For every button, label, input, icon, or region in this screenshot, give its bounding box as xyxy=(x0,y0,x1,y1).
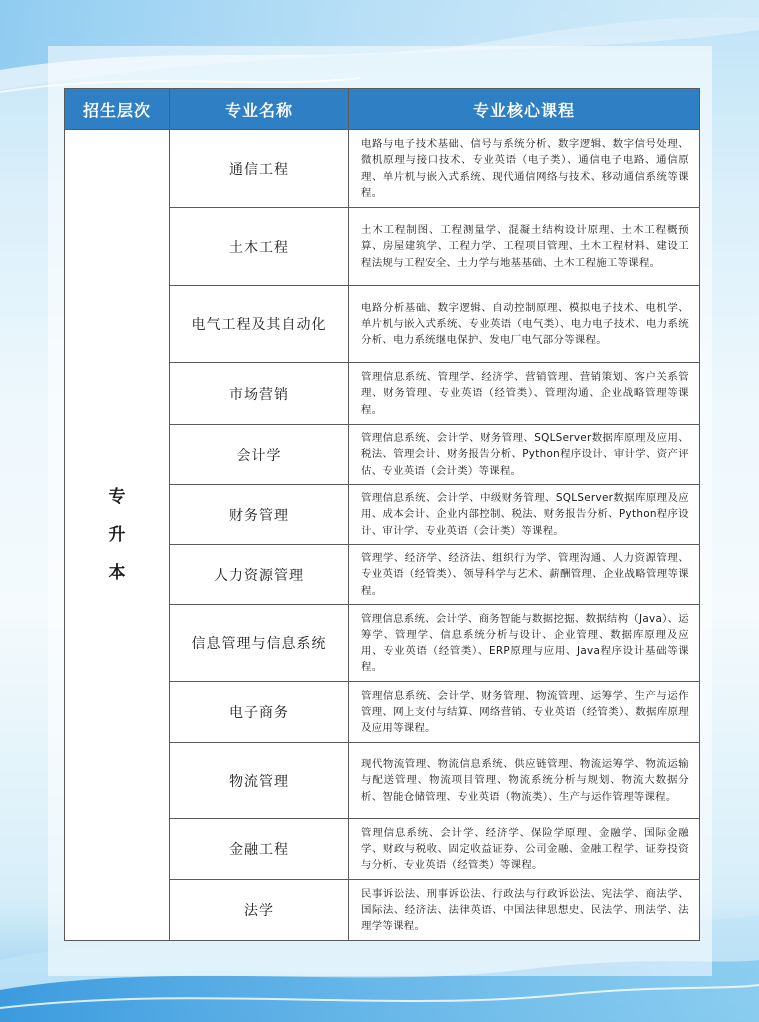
major-name: 法学 xyxy=(170,880,349,941)
header-level: 招生层次 xyxy=(65,89,170,130)
level-char: 升 xyxy=(108,525,126,545)
header-courses: 专业核心课程 xyxy=(349,89,700,130)
major-name: 物流管理 xyxy=(170,743,349,819)
major-name: 电子商务 xyxy=(170,682,349,743)
major-name: 人力资源管理 xyxy=(170,545,349,605)
table-row xyxy=(65,130,700,208)
level-char: 专 xyxy=(108,487,126,507)
core-courses: 管理信息系统、会计学、中级财务管理、SQLServer数据库原理及应用、成本会计、企业内部控制、税法、财务报告分析、Python程序设计、审计学、专业英语（会计类）等课程。 xyxy=(349,485,700,545)
core-courses: 管理信息系统、会计学、经济学、保险学原理、金融学、国际金融学、财政与税收、固定收益证券、公司金融、金融工程学、证券投资与分析、专业英语（经管类）等课程。 xyxy=(349,819,700,880)
major-name: 市场营销 xyxy=(170,363,349,425)
core-courses: 土木工程制图、工程测量学、混凝土结构设计原理、土木工程概预算、房屋建筑学、工程力学、工程项目管理、土木工程材料、建设工程法规与工程安全、土力学与地基基础、土木工程施工等课程。 xyxy=(349,208,700,286)
core-courses: 管理学、经济学、经济法、组织行为学、管理沟通、人力资源管理、专业英语（经管类）、领导科学与艺术、薪酬管理、企业战略管理等课程。 xyxy=(349,545,700,605)
major-name: 通信工程 xyxy=(170,130,349,208)
major-name: 会计学 xyxy=(170,425,349,485)
core-courses: 管理信息系统、管理学、经济学、营销管理、营销策划、客户关系管理、财务管理、专业英语（经管类）、管理沟通、企业战略管理等课程。 xyxy=(349,363,700,425)
major-name: 财务管理 xyxy=(170,485,349,545)
core-courses: 管理信息系统、会计学、财务管理、物流管理、运筹学、生产与运作管理、网上支付与结算、网络营销、专业英语（经管类）、数据库原理及应用等课程。 xyxy=(349,682,700,743)
table-header-row xyxy=(65,89,700,130)
enrollment-level-cell xyxy=(65,130,170,941)
level-char: 本 xyxy=(108,563,126,583)
major-name: 金融工程 xyxy=(170,819,349,880)
major-name: 信息管理与信息系统 xyxy=(170,605,349,682)
core-courses: 民事诉讼法、刑事诉讼法、行政法与行政诉讼法、宪法学、商法学、国际法、经济法、法律英语、中国法律思想史、民法学、刑法学、法理学等课程。 xyxy=(349,880,700,941)
major-name: 土木工程 xyxy=(170,208,349,286)
course-table xyxy=(64,88,700,941)
core-courses: 管理信息系统、会计学、财务管理、SQLServer数据库原理及应用、税法、管理会计、财务报告分析、Python程序设计、审计学、资产评估、专业英语（会计类）等课程。 xyxy=(349,425,700,485)
core-courses: 现代物流管理、物流信息系统、供应链管理、物流运筹学、物流运输与配送管理、物流项目管理、物流系统分析与规划、物流大数据分析、智能仓储管理、专业英语（物流类）、生产与运作管理等课程。 xyxy=(349,743,700,819)
core-courses: 电路与电子技术基础、信号与系统分析、数字逻辑、数字信号处理、微机原理与接口技术、专业英语（电子类）、通信电子电路、通信原理、单片机与嵌入式系统、现代通信网络与技术、移动通信系统等课程。 xyxy=(349,130,700,208)
major-name: 电气工程及其自动化 xyxy=(170,286,349,363)
core-courses: 电路分析基础、数字逻辑、自动控制原理、模拟电子技术、电机学、单片机与嵌入式系统、专业英语（电气类）、电力电子技术、电力系统分析、电力系统继电保护、发电厂电气部分等课程。 xyxy=(349,286,700,363)
header-major: 专业名称 xyxy=(170,89,349,130)
core-courses: 管理信息系统、会计学、商务智能与数据挖掘、数据结构（Java）、运筹学、管理学、信息系统分析与设计、企业管理、数据库原理及应用、专业英语（经管类）、ERP原理与应用、Java程序设计基础等课程。 xyxy=(349,605,700,682)
